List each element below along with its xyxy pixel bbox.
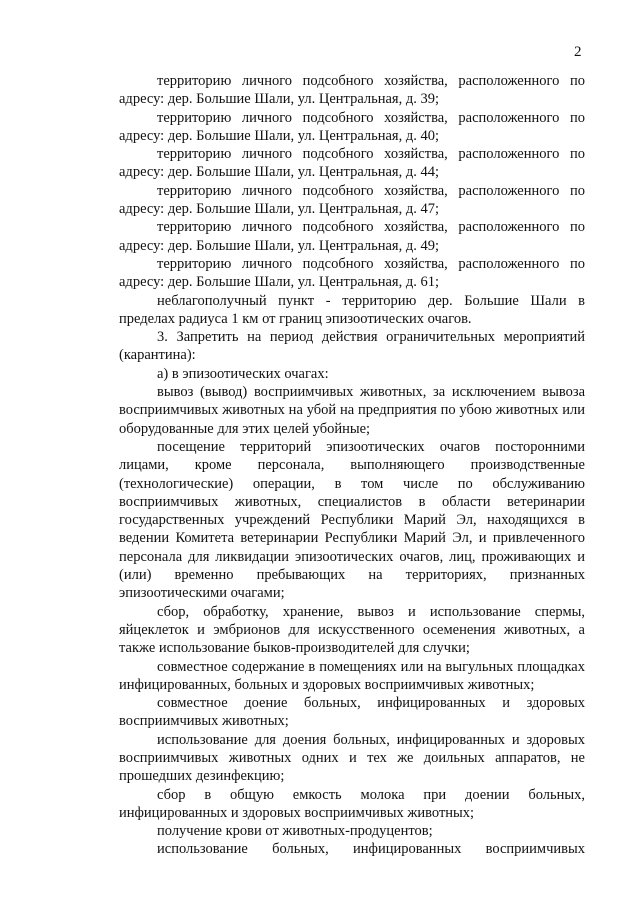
paragraph: территорию личного подсобного хозяйства, расположенного по адресу: дер. Большие Шали, ул. Центральная, д. 61; [119, 255, 585, 291]
paragraph: территорию личного подсобного хозяйства, расположенного по адресу: дер. Большие Шали, ул. Центральная, д. 47; [119, 182, 585, 218]
paragraph: 3. Запретить на период действия ограничительных мероприятий (карантина): [119, 329, 585, 364]
paragraph: использование для доения больных, инфицированных и здоровых восприимчивых животных одних и тех же доильных аппаратов, не прошедших дезинфекцию; [119, 731, 585, 785]
paragraph: территорию личного подсобного хозяйства, расположенного по адресу: дер. Большие Шали, ул. Центральная, д. 44; [119, 146, 585, 181]
paragraph: территорию личного подсобного хозяйства, расположенного по адресу: дер. Большие Шали, ул. Центральная, д. 40; [119, 109, 585, 144]
paragraph: совместное доение больных, инфицированных и здоровых восприимчивых животных; [119, 695, 585, 730]
paragraph: территорию личного подсобного хозяйства, расположенного по адресу: дер. Большие Шали, ул. Центральная, д. 49; [119, 219, 585, 254]
paragraph: вывоз (вывод) восприимчивых животных, за исключением вывоза восприимчивых животных на убой на предприятия по убою животных или оборудованные для этих целей убойные; [119, 384, 585, 437]
paragraph: территорию личного подсобного хозяйства, расположенного по адресу: дер. Большие Шали, ул. Центральная, д. 39; [119, 73, 585, 108]
paragraph: сбор, обработку, хранение, вывоз и использование спермы, яйцеклеток и эмбрионов для искусственного осеменения животных, а также использование быков-производителей для случки; [119, 603, 585, 657]
paragraph: неблагополучный пункт - территорию дер. Большие Шали в пределах радиуса 1 км от границ эпизоотических очагов. [119, 292, 585, 327]
paragraph: совместное содержание в помещениях или на выгульных площадках инфицированных, больных и здоровых восприимчивых животных; [119, 658, 585, 693]
document-body [119, 72, 585, 859]
paragraph: а) в эпизоотических очагах: [157, 365, 329, 382]
paragraph: получение крови от животных-продуцентов; [157, 823, 433, 840]
paragraph: сбор в общую емкость молока при доении больных, инфицированных и здоровых восприимчивых животных; [119, 786, 585, 821]
page-number: 2 [574, 44, 582, 60]
paragraph: посещение территорий эпизоотических очагов посторонними лицами, кроме персонала, выполняющего производственные (технологические) операции, в том числе по обслуживанию восприимчивых животных, специалистов в области ветеринарии государственных учреждений Республики Марий Эл, находящихся в ведении Комитета ветеринарии Республики Марий Эл, и привлеченного персонала для ликвидации эпизоотических очагов, лиц, проживающих и (или) временно пребывающих на территориях, признанных эпизоотическими очагами; [119, 438, 585, 602]
paragraph: использование больных, инфицированных восприимчивых [157, 841, 585, 858]
